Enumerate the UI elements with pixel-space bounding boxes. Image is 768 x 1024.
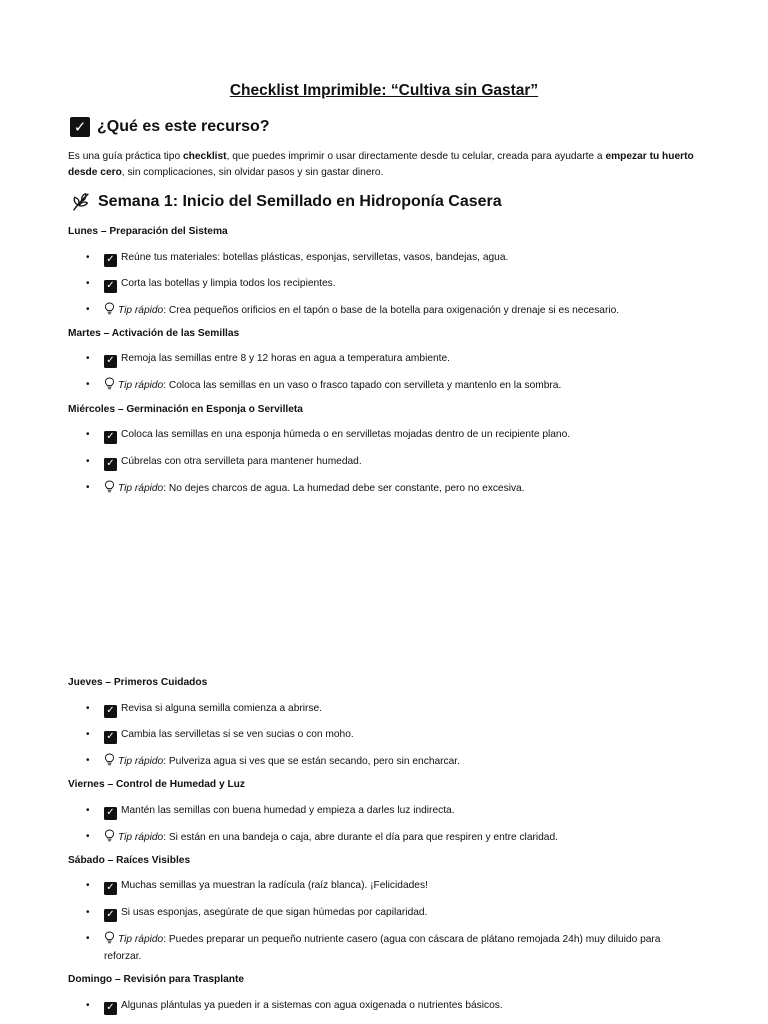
bullet: • xyxy=(86,482,90,493)
lightbulb-icon xyxy=(104,753,115,766)
list-item: • ✓ Muchas semillas ya muestran la radícula (raíz blanca). ¡Felicidades! xyxy=(86,880,428,893)
lightbulb-icon xyxy=(104,480,115,493)
bullet: • xyxy=(86,1000,90,1011)
tip-item: • Tip rápido: Pulveriza agua si ves que se están secando, pero sin encharcar. xyxy=(86,753,696,771)
checkbox-checked-icon: ✓ xyxy=(104,458,117,471)
list-item: • ✓ Remoja las semillas entre 8 y 12 horas en agua a temperatura ambiente. xyxy=(86,353,451,366)
list-item: • ✓ Revisa si alguna semilla comienza a abrirse. xyxy=(86,703,323,716)
intro-bold-1: checklist xyxy=(182,151,227,162)
day-title-viernes: Viernes – Control de Humedad y Luz xyxy=(68,779,245,790)
bullet: • xyxy=(86,831,90,842)
section-heading-text: Semana 1: Inicio del Semillado en Hidroponía Casera xyxy=(98,193,502,210)
checkbox-checked-icon: ✓ xyxy=(104,254,117,267)
list-item: • ✓ Cúbrelas con otra servilleta para mantener humedad. xyxy=(86,456,362,469)
checkbox-checked-icon: ✓ xyxy=(104,909,117,922)
bullet: • xyxy=(86,379,90,390)
bullet: • xyxy=(86,252,90,263)
list-item: • ✓ Corta las botellas y limpia todos los recipientes. xyxy=(86,278,336,291)
bullet: • xyxy=(86,456,90,467)
section-heading-what-is xyxy=(70,117,270,137)
checkmark-icon: ✓ xyxy=(70,117,90,137)
tip-item: • Tip rápido: Crea pequeños orificios en el tapón o base de la botella para oxigenación y drenaje si es necesario. xyxy=(86,302,696,320)
list-item: • ✓ Si usas esponjas, asegúrate de que sigan húmedas por capilaridad. xyxy=(86,907,428,920)
list-item: • ✓ Algunas plántulas ya pueden ir a sistemas con agua oxigenada o nutrientes básicos. xyxy=(86,1000,503,1013)
intro-text-3: , sin complicaciones, sin olvidar pasos y sin gastar dinero. xyxy=(121,167,384,178)
bullet: • xyxy=(86,278,90,289)
tip-item: • Tip rápido: No dejes charcos de agua. La humedad debe ser constante, pero no excesiva. xyxy=(86,480,696,498)
checkbox-checked-icon: ✓ xyxy=(104,355,117,368)
checkbox-checked-icon: ✓ xyxy=(104,1002,117,1015)
intro-text-2: , que puedes imprimir o usar directamente desde tu celular, creada para ayudarte a xyxy=(226,151,606,162)
list-item: • ✓ Reúne tus materiales: botellas plásticas, esponjas, servilletas, vasos, bandejas, agua. xyxy=(86,252,509,265)
bullet: • xyxy=(86,304,90,315)
list-item: • ✓ Mantén las semillas con buena humedad y empieza a darles luz indirecta. xyxy=(86,805,455,818)
tip-item: • Tip rápido: Si están en una bandeja o caja, abre durante el día para que respiren y entre claridad. xyxy=(86,829,696,847)
bullet: • xyxy=(86,933,90,944)
day-title-martes: Martes – Activación de las Semillas xyxy=(68,328,240,339)
day-title-sabado: Sábado – Raíces Visibles xyxy=(68,855,191,866)
lightbulb-icon xyxy=(104,931,115,944)
intro-bold-2: empezar tu huerto desde cero xyxy=(68,151,694,178)
bullet: • xyxy=(86,755,90,766)
tip-item: • Tip rápido: Puedes preparar un pequeño nutriente casero (agua con cáscara de plátano remojada 24h) muy diluido para reforzar. xyxy=(86,931,696,965)
bullet: • xyxy=(86,729,90,740)
bullet: • xyxy=(86,429,90,440)
bullet: • xyxy=(86,907,90,918)
seedling-icon xyxy=(70,191,92,213)
tip-item: • Tip rápido: Coloca las semillas en un vaso o frasco tapado con servilleta y mantenlo en la sombra. xyxy=(86,377,696,395)
list-item: • ✓ Cambia las servilletas si se ven sucias o con moho. xyxy=(86,729,354,742)
checkbox-checked-icon: ✓ xyxy=(104,705,117,718)
bullet: • xyxy=(86,880,90,891)
day-title-domingo: Domingo – Revisión para Trasplante xyxy=(68,974,245,985)
intro-text-1: Es una guía práctica tipo xyxy=(68,151,183,162)
bullet: • xyxy=(86,703,90,714)
bullet: • xyxy=(86,805,90,816)
day-title-miercoles: Miércoles – Germinación en Esponja o Servilleta xyxy=(68,404,303,415)
section-heading-week1 xyxy=(70,191,502,213)
list-item: • ✓ Coloca las semillas en una esponja húmeda o en servilletas mojadas dentro de un recipiente plano. xyxy=(86,429,571,442)
day-title-lunes: Lunes – Preparación del Sistema xyxy=(68,226,228,237)
lightbulb-icon xyxy=(104,829,115,842)
day-title-jueves: Jueves – Primeros Cuidados xyxy=(68,677,208,688)
checkbox-checked-icon: ✓ xyxy=(104,731,117,744)
intro-paragraph xyxy=(68,149,698,181)
bullet: • xyxy=(86,353,90,364)
section-heading-text: ¿Qué es este recurso? xyxy=(97,118,270,135)
lightbulb-icon xyxy=(104,377,115,390)
checkbox-checked-icon: ✓ xyxy=(104,882,117,895)
checkbox-checked-icon: ✓ xyxy=(104,807,117,820)
lightbulb-icon xyxy=(104,302,115,315)
checkbox-checked-icon: ✓ xyxy=(104,280,117,293)
checkbox-checked-icon: ✓ xyxy=(104,431,117,444)
page-title: Checklist Imprimible: “Cultiva sin Gastar” xyxy=(229,82,539,99)
